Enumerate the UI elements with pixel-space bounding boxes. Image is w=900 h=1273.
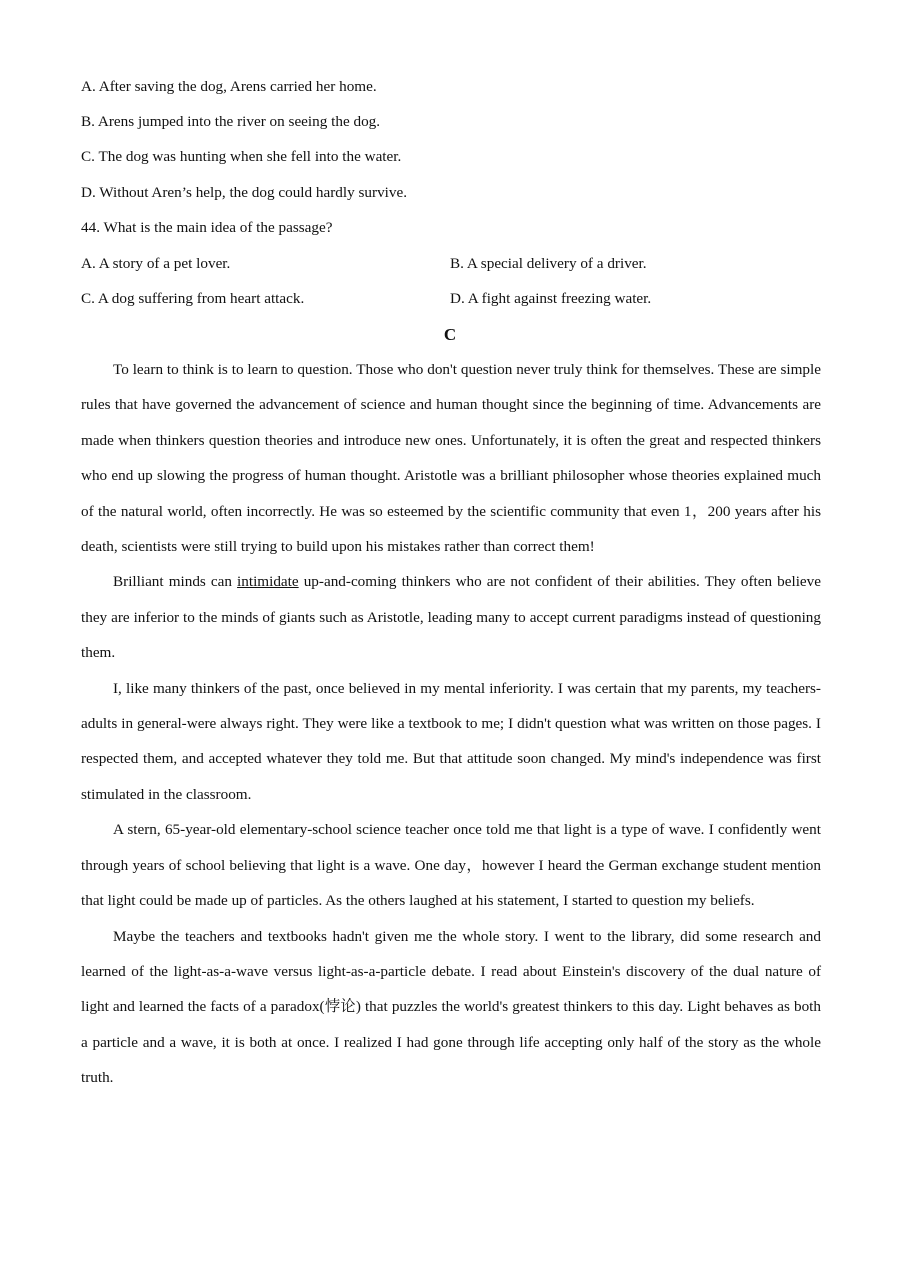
- passage-paragraph-2: [81, 564, 821, 670]
- passage-paragraph-1: To learn to think is to learn to question. Those who don't question never truly think for themselves. These are simple rules that have governed the advancement of science and human thought since the beginning of time. Advancements are made when thinkers question theories and introduce new ones. Unfortunately, it is often the great and respected thinkers who end up slowing the progress of human thought. Aristotle was a brilliant philosopher whose theories explained much of the natural world, often incorrectly. He was so esteemed by the scientific community that even 1，200 years after his death, scientists were still trying to build upon his mistakes rather than correct them!: [81, 361, 821, 556]
- q43-option-a: A. After saving the dog, Arens carried her home.: [81, 78, 377, 95]
- paragraph-2-text-before: Brilliant minds can: [113, 573, 238, 591]
- passage-paragraph-4: A stern, 65-year-old elementary-school science teacher once told me that light is a type of wave. I confidently went through years of school believing that light is a wave. One day，however I heard the German exchange student mention that light could be made up of particles. As the others laughed at his statement, I started to question my beliefs.: [81, 821, 821, 910]
- q44-option-c: C. A dog suffering from heart attack.: [81, 290, 305, 307]
- q44-question: 44. What is the main idea of the passage?: [81, 219, 333, 236]
- passage-paragraph-5: Maybe the teachers and textbooks hadn't given me the whole story. I went to the library, did some research and learned of the light-as-a-wave versus light-as-a-particle debate. I read about Einstein's discovery of the dual nature of light and learned the facts of a paradox(悖论) that puzzles the world's greatest thinkers to this day. Light behaves as both a particle and a wave, it is both at once. I realized I had gone through life accepting only half of the story as the whole truth.: [81, 927, 821, 1087]
- q44-option-b: B. A special delivery of a driver.: [450, 255, 647, 272]
- q43-option-c: C. The dog was hunting when she fell into the water.: [81, 148, 402, 165]
- q43-option-d: D. Without Aren’s help, the dog could hardly survive.: [81, 184, 408, 201]
- underlined-word: intimidate: [237, 573, 299, 591]
- paragraph-2-text-after: up-and-coming thinkers who are not confident of their abilities. They often believe they are inferior to the minds of giants such as Aristotle, leading many to accept current paradigms instead of questioning them.: [81, 573, 821, 662]
- section-c-title: C: [443, 325, 457, 344]
- passage-c: [81, 352, 821, 1096]
- q44-option-a: A. A story of a pet lover.: [81, 255, 231, 272]
- passage-paragraph-3: I, like many thinkers of the past, once believed in my mental inferiority. I was certain that my parents, my teachers-adults in general-were always right. They were like a textbook to me; I didn't question what was written on those pages. I respected them, and accepted whatever they told me. But that attitude soon changed. My mind's independence was first stimulated in the classroom.: [81, 679, 821, 803]
- q44-option-d: D. A fight against freezing water.: [450, 290, 652, 307]
- q43-option-b: B. Arens jumped into the river on seeing the dog.: [81, 113, 381, 130]
